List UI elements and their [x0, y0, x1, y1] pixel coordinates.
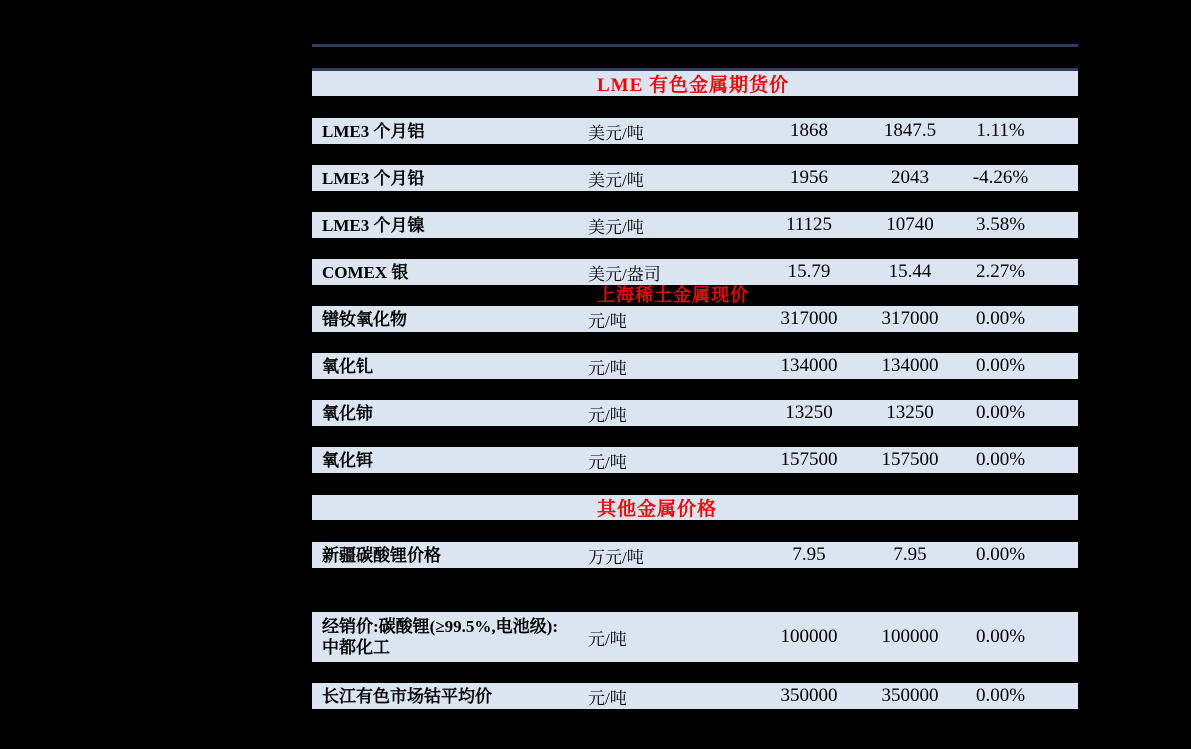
row-name: 氧化铈 — [322, 403, 373, 423]
row-name: COMEX 银 — [322, 262, 409, 282]
row-name: LME3 个月铅 — [322, 168, 425, 188]
row-previous-value: 1847.5 — [883, 120, 937, 141]
table-row — [312, 612, 1078, 662]
row-name: LME3 个月镍 — [322, 215, 425, 235]
table-row — [312, 542, 1078, 568]
row-name-line2: 中都化工 — [322, 638, 390, 657]
row-unit: 美元/盎司 — [588, 264, 661, 284]
row-change-percent: 1.11% — [976, 120, 1025, 141]
table-row — [312, 400, 1078, 426]
row-current-value: 350000 — [780, 685, 838, 706]
table-row — [312, 306, 1078, 332]
row-previous-value: 15.44 — [888, 261, 932, 282]
row-unit: 美元/吨 — [588, 170, 644, 190]
table-row — [312, 683, 1078, 709]
row-name: 镨钕氧化物 — [322, 309, 407, 329]
row-name: 长江有色市场钴平均价 — [322, 686, 492, 706]
row-previous-value: 350000 — [881, 685, 939, 706]
row-change-percent: 3.58% — [975, 214, 1026, 235]
row-current-value: 7.95 — [792, 544, 826, 565]
row-previous-value: 317000 — [881, 308, 939, 329]
row-previous-value: 10740 — [886, 214, 934, 235]
section-header-lme — [312, 71, 1078, 96]
section-header-other-metals — [312, 495, 1078, 520]
row-name: 新疆碳酸锂价格 — [322, 545, 441, 565]
row-change-percent: 0.00% — [975, 355, 1026, 376]
row-name: 氧化钆 — [322, 356, 373, 376]
row-previous-value: 13250 — [886, 402, 934, 423]
row-previous-value: 100000 — [881, 626, 939, 647]
row-unit: 万元/吨 — [588, 547, 644, 567]
table-row — [312, 165, 1078, 191]
table-row — [312, 212, 1078, 238]
row-unit: 元/吨 — [588, 629, 627, 649]
row-previous-value: 7.95 — [893, 544, 927, 565]
row-current-value: 11125 — [785, 214, 833, 235]
row-change-percent: 0.00% — [975, 402, 1026, 423]
row-current-value: 1956 — [790, 167, 828, 188]
row-previous-value: 2043 — [891, 167, 929, 188]
row-change-percent: 2.27% — [975, 261, 1026, 282]
row-previous-value: 134000 — [881, 355, 939, 376]
row-current-value: 317000 — [780, 308, 838, 329]
row-unit: 美元/吨 — [588, 123, 644, 143]
row-unit: 元/吨 — [588, 688, 627, 708]
row-current-value: 134000 — [780, 355, 838, 376]
row-unit: 美元/吨 — [588, 217, 644, 237]
row-current-value: 100000 — [780, 626, 838, 647]
section-title: 其他金属价格 — [597, 499, 718, 520]
row-current-value: 13250 — [785, 402, 833, 423]
row-change-percent: 0.00% — [975, 685, 1026, 706]
row-change-percent: 0.00% — [975, 308, 1026, 329]
row-previous-value: 157500 — [881, 449, 939, 470]
section-title: LME 有色金属期货价 — [597, 75, 790, 96]
row-name: 氧化铒 — [322, 450, 373, 470]
row-unit: 元/吨 — [588, 452, 627, 472]
table-row — [312, 353, 1078, 379]
row-unit: 元/吨 — [588, 405, 627, 425]
row-change-percent: 0.00% — [975, 626, 1026, 647]
table-row — [312, 118, 1078, 144]
row-name — [312, 616, 588, 658]
row-current-value: 15.79 — [787, 261, 831, 282]
row-current-value: 1868 — [790, 120, 828, 141]
row-unit: 元/吨 — [588, 358, 627, 378]
table-row — [312, 447, 1078, 473]
row-name: LME3 个月铝 — [322, 121, 425, 141]
row-change-percent: -4.26% — [972, 167, 1029, 188]
table-row — [312, 259, 1078, 285]
row-change-percent: 0.00% — [975, 544, 1026, 565]
top-rule — [312, 44, 1078, 47]
section-header-shanghai-rare-earth: 上海稀土金属现价 — [597, 285, 749, 305]
row-current-value: 157500 — [780, 449, 838, 470]
row-unit: 元/吨 — [588, 311, 627, 331]
row-change-percent: 0.00% — [975, 449, 1026, 470]
row-name-line1: 经销价:碳酸锂(≥99.5%,电池级): — [322, 617, 558, 636]
